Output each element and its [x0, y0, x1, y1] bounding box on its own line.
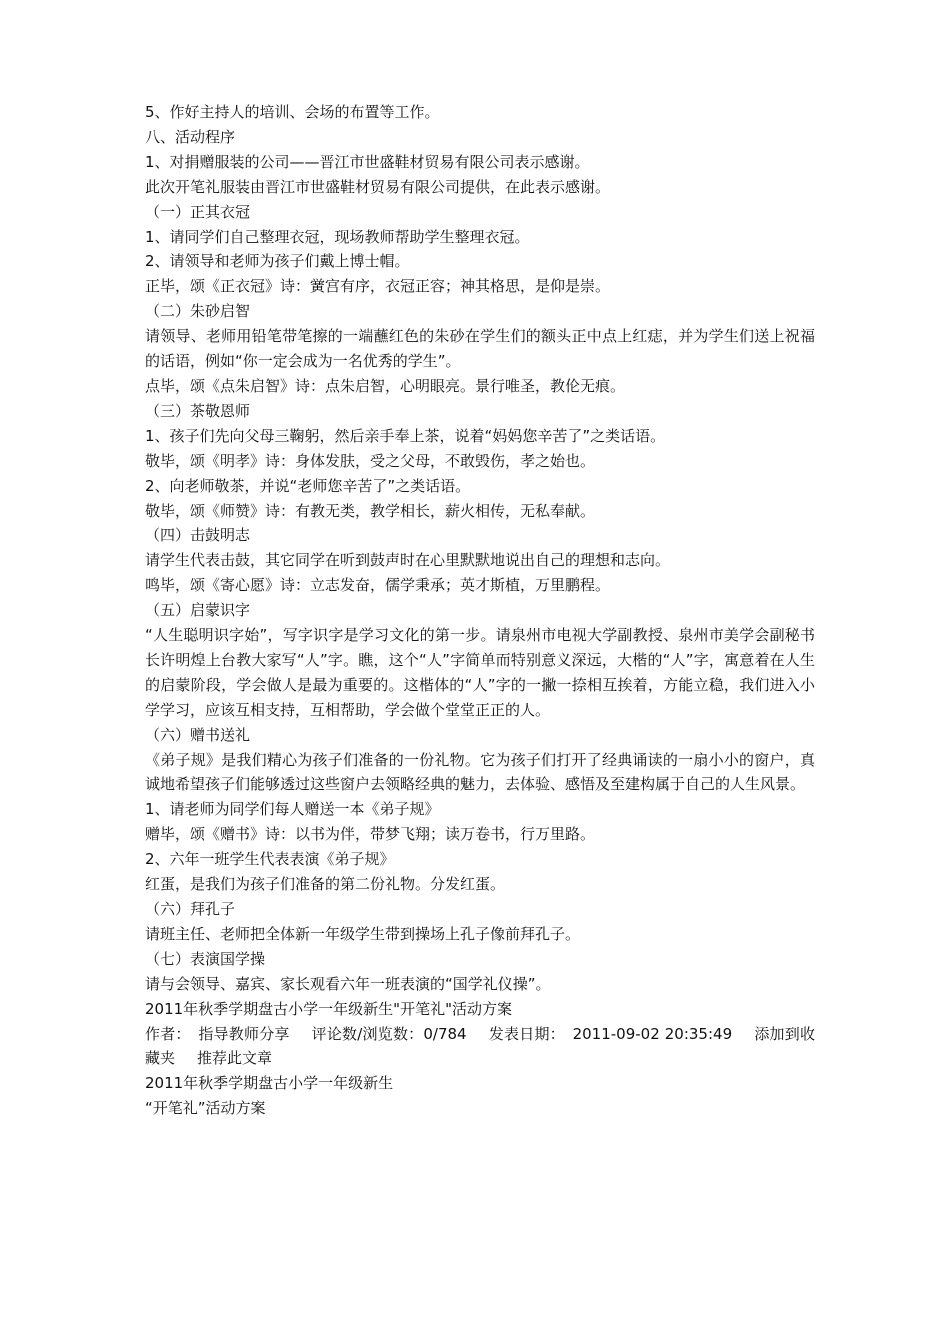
text-line: 2、向老师敬茶，并说“老师您辛苦了”之类话语。 [145, 476, 471, 495]
subsection-heading: （一）正其衣冠 [145, 202, 251, 221]
footer-title-line: “开笔礼”活动方案 [145, 1099, 266, 1118]
text-line: 1、请老师为同学们每人赠送一本《弟子规》 [145, 800, 440, 819]
text-line: 此次开笔礼服装由晋江市世盛鞋材贸易有限公司提供，在此表示感谢。 [145, 177, 611, 196]
document-body [145, 100, 815, 1121]
subsection-heading: （七）表演国学操 [145, 949, 266, 968]
text-line: 5、作好主持人的培训、会场的布置等工作。 [145, 103, 440, 121]
subsection-heading: （四）击鼓明志 [145, 526, 251, 545]
add-to-favorites-link[interactable]: 添加到收藏夹 [145, 1024, 815, 1068]
article-title: 2011年秋季学期盘古小学一年级新生"开笔礼"活动方案 [145, 999, 512, 1018]
text-line: 1、对捐赠服装的公司——晋江市世盛鞋材贸易有限公司表示感谢。 [145, 152, 590, 171]
text-line: 正毕，颂《正衣冠》诗：黉宫有序，衣冠正容；神其格思，是仰是崇。 [145, 277, 611, 296]
text-line: 请与会领导、嘉宾、家长观看六年一班表演的“国学礼仪操”。 [145, 974, 551, 993]
publish-date: 发表日期： 2011-09-02 20:35:49 [488, 1024, 733, 1043]
article-meta [145, 1022, 815, 1072]
subsection-heading: （六）赠书送礼 [145, 725, 251, 744]
text-line: 请班主任、老师把全体新一年级学生带到操场上孔子像前拜孔子。 [145, 924, 581, 943]
paragraph: “人生聪明识字始”，写字识字是学习文化的第一步。请泉州市电视大学副教授、泉州市美学会副秘书长许明煌上台教大家写“人”字。瞧，这个“人”字简单而特别意义深远，大楷的“人”字，寓意着在人生的启蒙阶段，学会做人是最为重要的。这楷体的“人”字的一撇一捺相互挨着，方能立稳，我们进入小学学习，应该互相支持，互相帮助，学会做个堂堂正正的人。 [145, 626, 815, 719]
text-line: 请学生代表击鼓，其它同学在听到鼓声时在心里默默地说出自己的理想和志向。 [145, 551, 671, 570]
paragraph: 请领导、老师用铅笔带笔擦的一端蘸红色的朱砂在学生们的额头正中点上红痣，并为学生们送上祝福的话语，例如“你一定会成为一名优秀的学生”。 [145, 327, 815, 371]
text-line: 鸣毕，颂《寄心愿》诗：立志发奋，儒学秉承；英才斯植，万里鹏程。 [145, 576, 611, 595]
paragraph: 《弟子规》是我们精心为孩子们准备的一份礼物。它为孩子们打开了经典诵读的一扇小小的窗户，真诚地希望孩子们能够透过这些窗户去领略经典的魅力，去体验、感悟及至建构属于自己的人生风景。 [145, 750, 815, 794]
author-info: 作者： 指导教师分享 [145, 1024, 290, 1043]
text-line: 红蛋，是我们为孩子们准备的第二份礼物。分发红蛋。 [145, 875, 506, 894]
text-line: 点毕，颂《点朱启智》诗：点朱启智，心明眼亮。景行唯圣，教伦无痕。 [145, 376, 626, 395]
subsection-heading: （六）拜孔子 [145, 900, 236, 918]
recommend-article-link[interactable]: 推荐此文章 [197, 1049, 273, 1068]
footer-title-line: 2011年秋季学期盘古小学一年级新生 [145, 1074, 394, 1093]
subsection-heading: （五）启蒙识字 [145, 601, 251, 620]
section-heading: 八、活动程序 [145, 127, 236, 146]
text-line: 1、孩子们先向父母三鞠躬，然后亲手奉上茶，说着“妈妈您辛苦了”之类话语。 [145, 426, 666, 445]
text-line: 1、请同学们自己整理衣冠，现场教师帮助学生整理衣冠。 [145, 227, 530, 246]
text-line: 2、请领导和老师为孩子们戴上博士帽。 [145, 252, 410, 271]
text-line: 2、六年一班学生代表表演《弟子规》 [145, 850, 395, 869]
text-line: 敬毕，颂《师赞》诗：有教无类，教学相长，薪火相传，无私奉献。 [145, 501, 596, 520]
subsection-heading: （二）朱砂启智 [145, 302, 251, 321]
comment-view-count: 评论数/浏览数：0/784 [311, 1024, 467, 1043]
text-line: 敬毕，颂《明孝》诗：身体发肤，受之父母，不敢毁伤，孝之始也。 [145, 451, 596, 470]
text-line: 赠毕，颂《赠书》诗：以书为伴，带梦飞翔；读万卷书，行万里路。 [145, 825, 596, 844]
subsection-heading: （三）茶敬恩师 [145, 401, 251, 420]
